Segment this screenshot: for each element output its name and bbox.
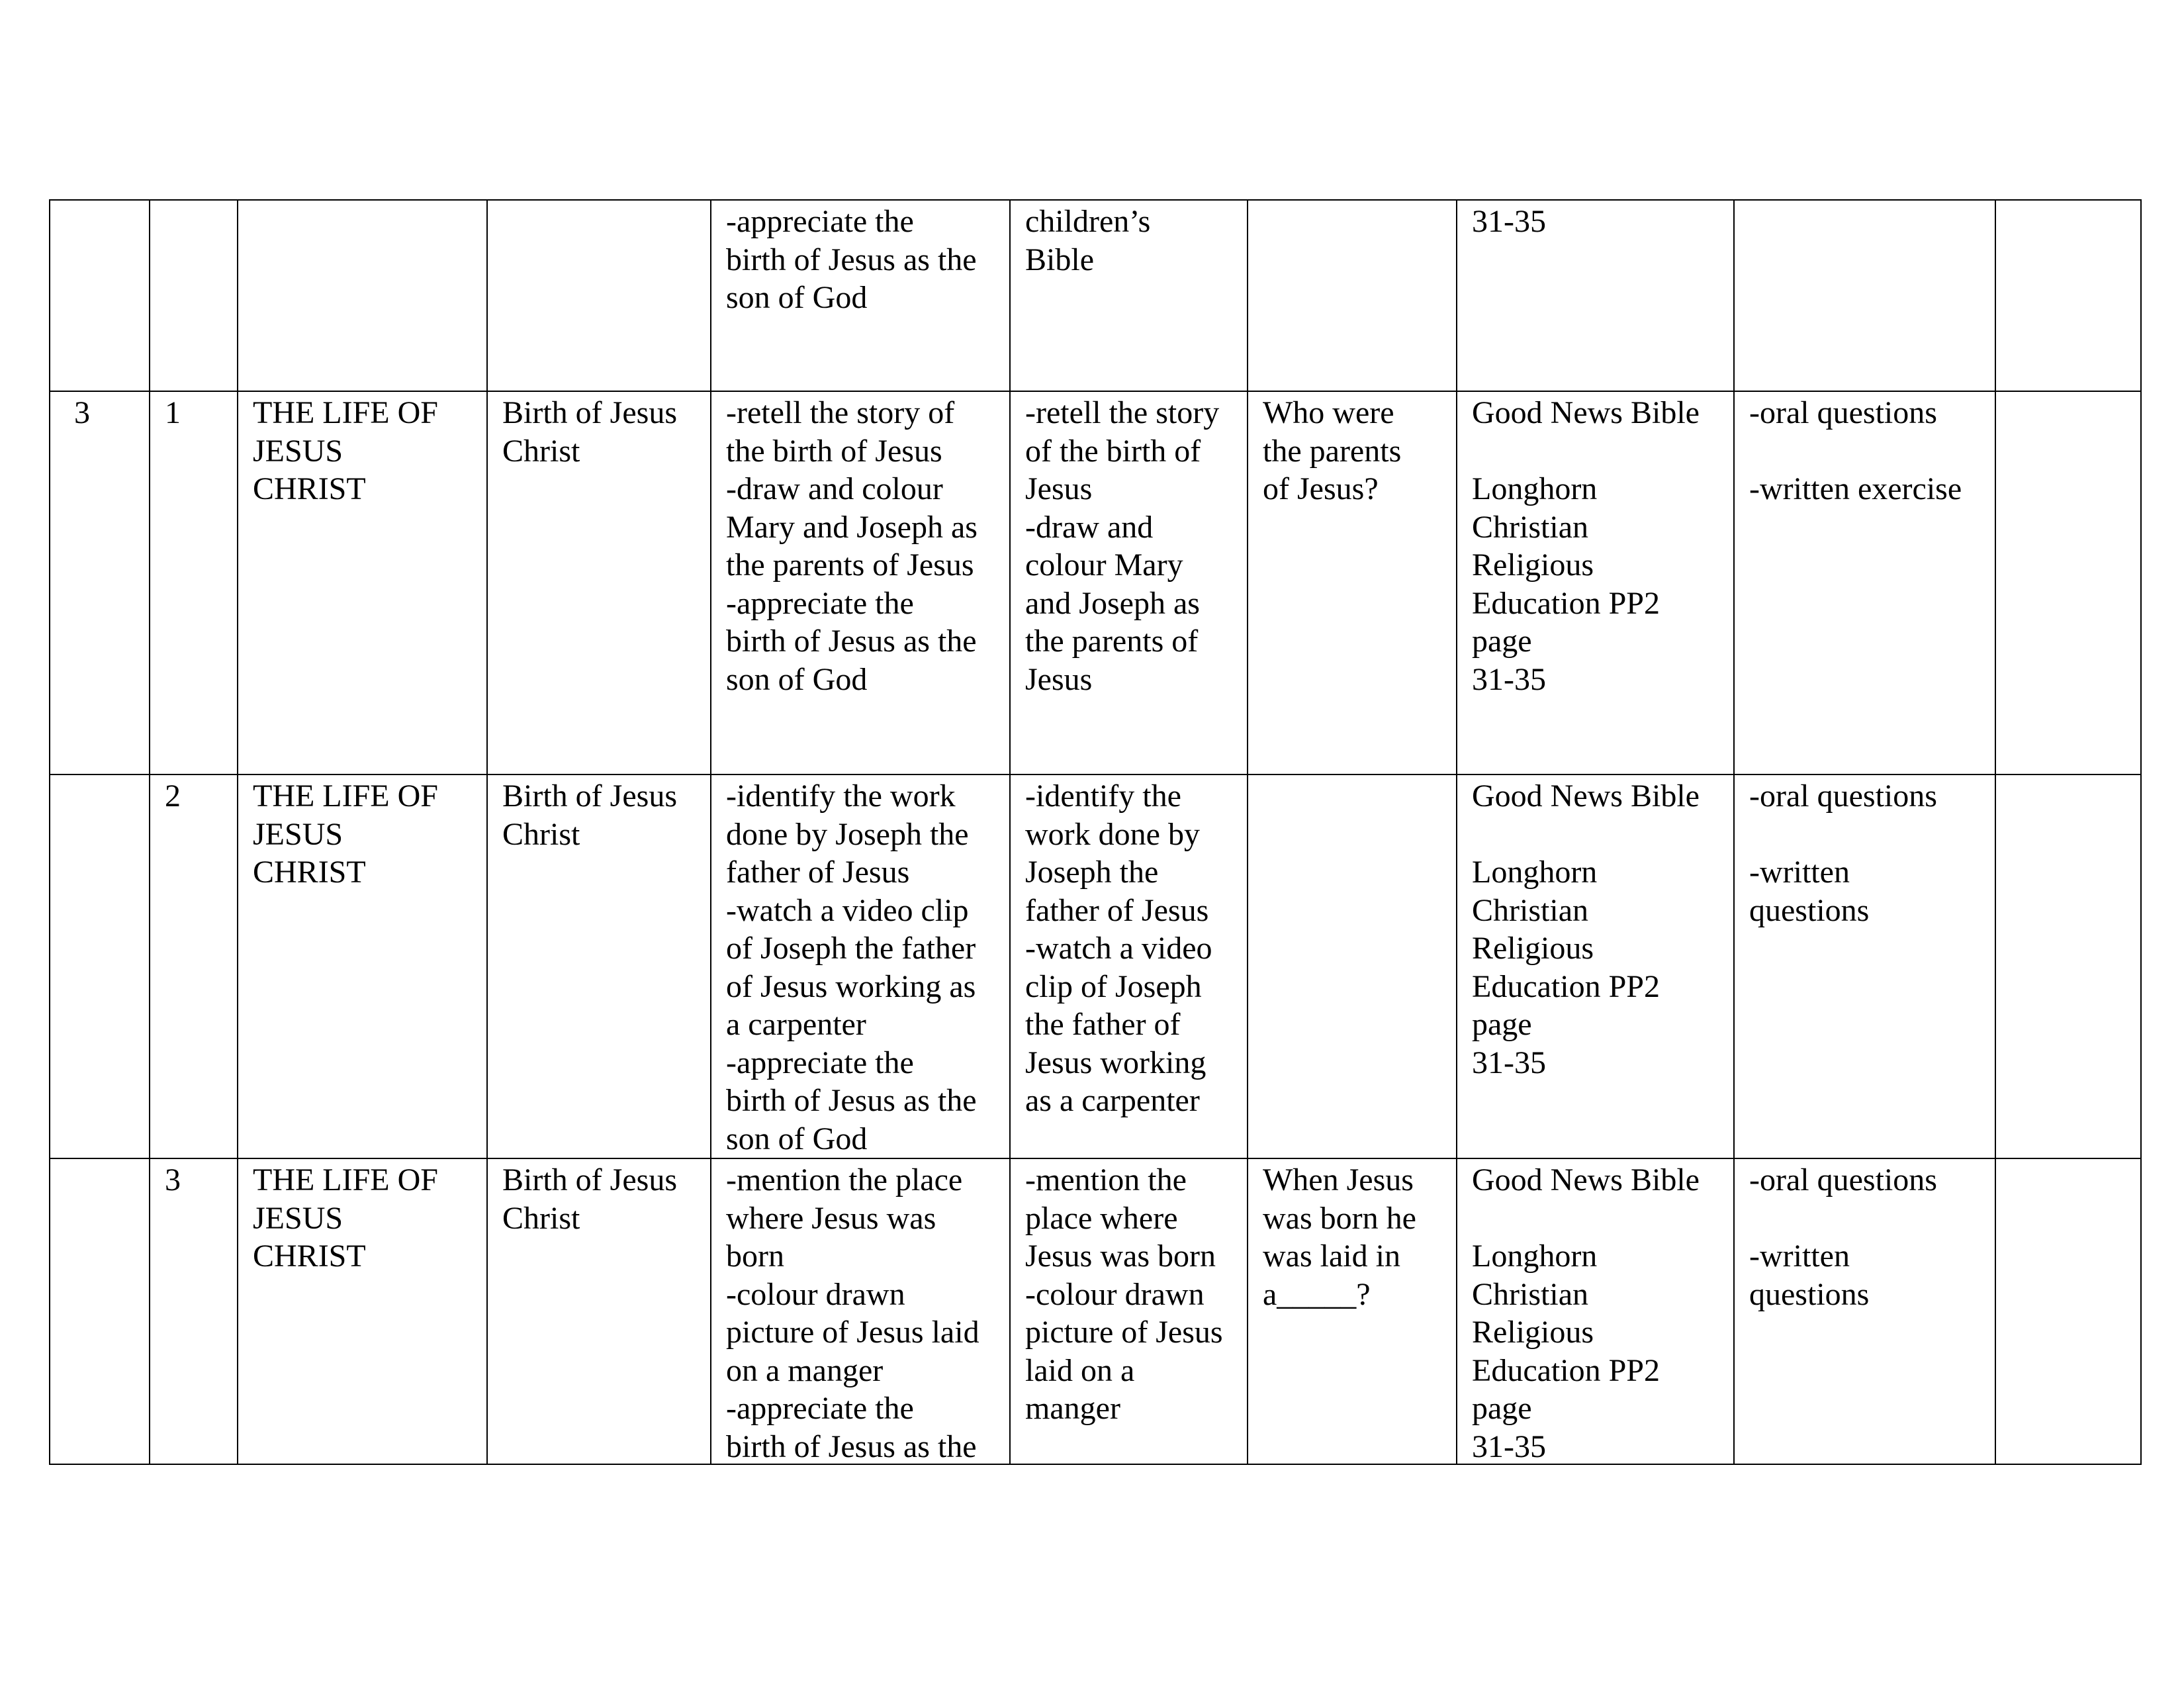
resources-text: Good News Bible Longhorn Christian Religious Education PP2 page 31-35 — [1472, 778, 1700, 1080]
sub-strand-cell — [487, 1158, 711, 1464]
assessment-text — [1735, 201, 1995, 203]
learning-experiences-text: -retell the story of the birth of Jesus -draw and colour Mary and Joseph as the parents of Jesus — [1025, 395, 1220, 697]
strand-cell — [238, 391, 487, 774]
assessment-cell — [1734, 774, 1995, 1158]
week-text: 3 — [74, 395, 90, 430]
week-cell — [50, 1158, 150, 1464]
inquiry-question-text — [1248, 201, 1456, 203]
strand-text — [238, 201, 486, 203]
resources-text: 31-35 — [1472, 204, 1546, 239]
assessment-cell — [1734, 200, 1995, 391]
resources-text: Good News Bible Longhorn Christian Religious Education PP2 page 31-35 — [1472, 395, 1700, 697]
learning-outcomes-cell — [711, 200, 1010, 391]
remarks-text — [1996, 775, 2140, 777]
learning-outcomes-text: -appreciate the birth of Jesus as the son of God — [726, 204, 977, 315]
learning-experiences-cell — [1010, 200, 1248, 391]
table-row — [50, 1158, 2141, 1464]
remarks-text — [1996, 392, 2140, 394]
assessment-cell — [1734, 1158, 1995, 1464]
inquiry-question-cell — [1248, 774, 1457, 1158]
inquiry-question-cell — [1248, 200, 1457, 391]
strand-cell — [238, 774, 487, 1158]
learning-experiences-text: -mention the place where Jesus was born -colour drawn picture of Jesus laid on a manger — [1025, 1162, 1223, 1426]
resources-text: Good News Bible Longhorn Christian Religious Education PP2 page 31-35 — [1472, 1162, 1700, 1464]
learning-experiences-text: children’s Bible — [1025, 204, 1151, 277]
week-cell — [50, 774, 150, 1158]
assessment-text: -oral questions -written exercise — [1749, 395, 1962, 506]
week-text — [50, 775, 149, 777]
learning-outcomes-cell — [711, 1158, 1010, 1464]
learning-outcomes-cell — [711, 774, 1010, 1158]
sub-strand-text: Birth of Jesus Christ — [502, 395, 677, 469]
remarks-cell — [1995, 774, 2141, 1158]
week-cell — [50, 391, 150, 774]
lesson-text: 1 — [165, 395, 181, 430]
table-row — [50, 200, 2141, 391]
lesson-cell — [150, 391, 238, 774]
remarks-cell — [1995, 1158, 2141, 1464]
remarks-text — [1996, 201, 2140, 203]
lesson-text: 2 — [165, 778, 181, 814]
lesson-cell — [150, 774, 238, 1158]
learning-experiences-cell — [1010, 391, 1248, 774]
lesson-cell — [150, 200, 238, 391]
learning-outcomes-text: -identify the work done by Joseph the father of Jesus -watch a video clip of Joseph the father of Jesus working as a carpenter -appreciate the birth of Jesus as the son of God — [726, 778, 977, 1156]
assessment-text: -oral questions -written questions — [1749, 778, 1937, 928]
sub-strand-cell — [487, 774, 711, 1158]
inquiry-question-text — [1248, 775, 1456, 777]
week-text — [50, 201, 149, 203]
remarks-cell — [1995, 200, 2141, 391]
learning-experiences-cell — [1010, 774, 1248, 1158]
table-row — [50, 391, 2141, 774]
week-text — [50, 1159, 149, 1161]
remarks-text — [1996, 1159, 2140, 1161]
scheme-of-work-table — [49, 199, 2142, 1465]
lesson-cell — [150, 1158, 238, 1464]
sub-strand-text — [488, 201, 710, 203]
learning-experiences-text: -identify the work done by Joseph the father of Jesus -watch a video clip of Joseph the father of Jesus working as a carpenter — [1025, 778, 1212, 1118]
sub-strand-text: Birth of Jesus Christ — [502, 778, 677, 852]
resources-cell — [1457, 1158, 1734, 1464]
strand-text: THE LIFE OF JESUS CHRIST — [253, 778, 438, 890]
strand-text: THE LIFE OF JESUS CHRIST — [253, 395, 438, 506]
lesson-text — [150, 201, 237, 203]
sub-strand-text: Birth of Jesus Christ — [502, 1162, 677, 1236]
strand-cell — [238, 200, 487, 391]
learning-outcomes-text: -retell the story of the birth of Jesus -draw and colour Mary and Joseph as the parents of Jesus -appreciate the birth of Jesus as the son of God — [726, 395, 978, 697]
resources-cell — [1457, 391, 1734, 774]
strand-text: THE LIFE OF JESUS CHRIST — [253, 1162, 438, 1274]
learning-outcomes-cell — [711, 391, 1010, 774]
learning-experiences-cell — [1010, 1158, 1248, 1464]
remarks-cell — [1995, 391, 2141, 774]
sub-strand-cell — [487, 200, 711, 391]
week-cell — [50, 200, 150, 391]
table-row — [50, 774, 2141, 1158]
learning-outcomes-text: -mention the place where Jesus was born -colour drawn picture of Jesus laid on a manger -appreciate the birth of Jesus as the — [726, 1162, 979, 1464]
strand-cell — [238, 1158, 487, 1464]
inquiry-question-cell — [1248, 1158, 1457, 1464]
sub-strand-cell — [487, 391, 711, 774]
resources-cell — [1457, 200, 1734, 391]
inquiry-question-text: Who were the parents of Jesus? — [1263, 395, 1402, 506]
lesson-text: 3 — [165, 1162, 181, 1197]
inquiry-question-text: When Jesus was born he was laid in a_____? — [1263, 1162, 1416, 1312]
resources-cell — [1457, 774, 1734, 1158]
inquiry-question-cell — [1248, 391, 1457, 774]
assessment-cell — [1734, 391, 1995, 774]
assessment-text: -oral questions -written questions — [1749, 1162, 1937, 1312]
